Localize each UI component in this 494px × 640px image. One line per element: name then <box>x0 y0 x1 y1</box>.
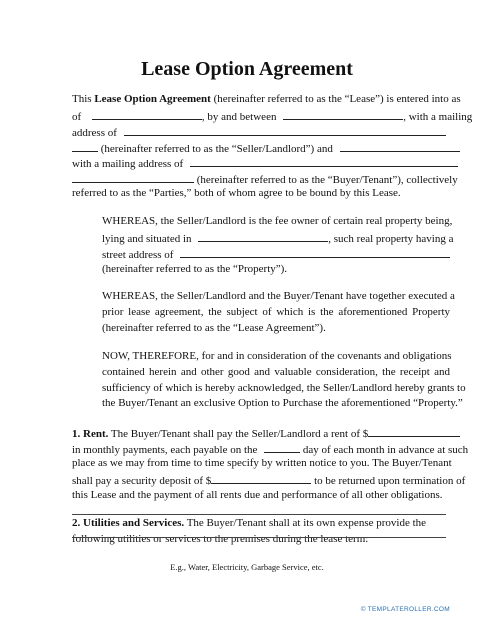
utilities-caption: E.g., Water, Electricity, Garbage Service, etc. <box>170 562 324 572</box>
intro-line-6: (hereinafter referred to as the “Buyer/Tenant”), collectively <box>72 171 458 187</box>
whereas2-line-3: (hereinafter referred to as the “Lease Agreement”). <box>102 322 326 334</box>
now-line-3: sufficiency of which is hereby acknowledged, the Seller/Landlord hereby grants to <box>102 382 466 394</box>
utilities-line-2: following utilities or services to the premises during the lease term: <box>72 533 369 545</box>
now-line-1: NOW, THEREFORE, for and in consideration of the covenants and obligations <box>102 350 452 362</box>
utilities-line-1: 2. Utilities and Services. The Buyer/Tenant shall at its own expense provide the <box>72 517 427 529</box>
document-title: Lease Option Agreement <box>141 58 353 80</box>
rent-line-3: place as we may from time to time specify by written notice to you. The Buyer/Tenant <box>72 457 452 469</box>
utilities-fill-line-2[interactable] <box>72 537 446 538</box>
footer-brand[interactable] <box>361 606 450 613</box>
buyer-address-blank[interactable] <box>190 155 458 167</box>
whereas1-line-3: street address of <box>102 246 450 262</box>
seller-address-blank-cont[interactable] <box>72 140 98 152</box>
rent-amount-blank[interactable] <box>368 425 460 437</box>
rent-line-4: shall pay a security deposit of $ to be returned upon termination of <box>72 472 465 488</box>
whereas1-line-4: (hereinafter referred to as the “Property”). <box>102 263 288 275</box>
whereas1-line-1: WHEREAS, the Seller/Landlord is the fee owner of certain real property being, <box>102 215 453 227</box>
intro-line-2: of , by and between , with a mailing <box>72 108 472 124</box>
seller-address-blank[interactable] <box>124 124 446 136</box>
buyer-address-blank-cont[interactable] <box>72 171 194 183</box>
whereas2-line-2: prior lease agreement, the subject of which is the aforementioned Property <box>102 306 450 318</box>
intro-line-7: referred to as the “Parties,” both of whom agree to be bound by this Lease. <box>72 187 401 199</box>
utilities-heading: 2. Utilities and Services. <box>72 517 185 529</box>
rent-line-2: in monthly payments, each payable on the day of each month in advance at such <box>72 441 468 457</box>
now-line-2: contained herein and other good and valuable consideration, the receipt and <box>102 366 450 378</box>
property-address-blank[interactable] <box>180 246 450 258</box>
rent-heading: 1. Rent. <box>72 428 109 440</box>
footer-brand-text: TEMPLATEROLLER.COM <box>367 606 450 613</box>
intro-line-5: with a mailing address of <box>72 155 458 171</box>
now-line-4: the Buyer/Tenant an exclusive Option to Purchase the aforementioned “Property.” <box>102 397 463 409</box>
whereas2-line-1: WHEREAS, the Seller/Landlord and the Buyer/Tenant have together executed a <box>102 290 455 302</box>
seller-name-blank[interactable] <box>283 108 403 120</box>
security-deposit-blank[interactable] <box>211 472 311 484</box>
intro-bold-title: Lease Option Agreement <box>94 93 211 105</box>
date-blank[interactable] <box>92 108 202 120</box>
rent-line-1: 1. Rent. The Buyer/Tenant shall pay the Seller/Landlord a rent of $ <box>72 425 460 441</box>
intro-line-1: This Lease Option Agreement (hereinafter referred to as the “Lease”) is entered into as <box>72 93 461 105</box>
whereas1-line-2: lying and situated in , such real property having a <box>102 230 454 246</box>
rent-line-5: this Lease and the payment of all rents due and performance of all other obligations. <box>72 489 443 501</box>
intro-line-4: (hereinafter referred to as the “Seller/Landlord”) and <box>72 140 460 156</box>
intro-line-3: address of <box>72 124 446 140</box>
copyright-icon: © <box>360 606 366 613</box>
county-blank[interactable] <box>198 230 328 242</box>
buyer-name-blank[interactable] <box>340 140 460 152</box>
rent-due-day-blank[interactable] <box>264 441 300 453</box>
utilities-fill-line-1[interactable] <box>72 514 446 515</box>
